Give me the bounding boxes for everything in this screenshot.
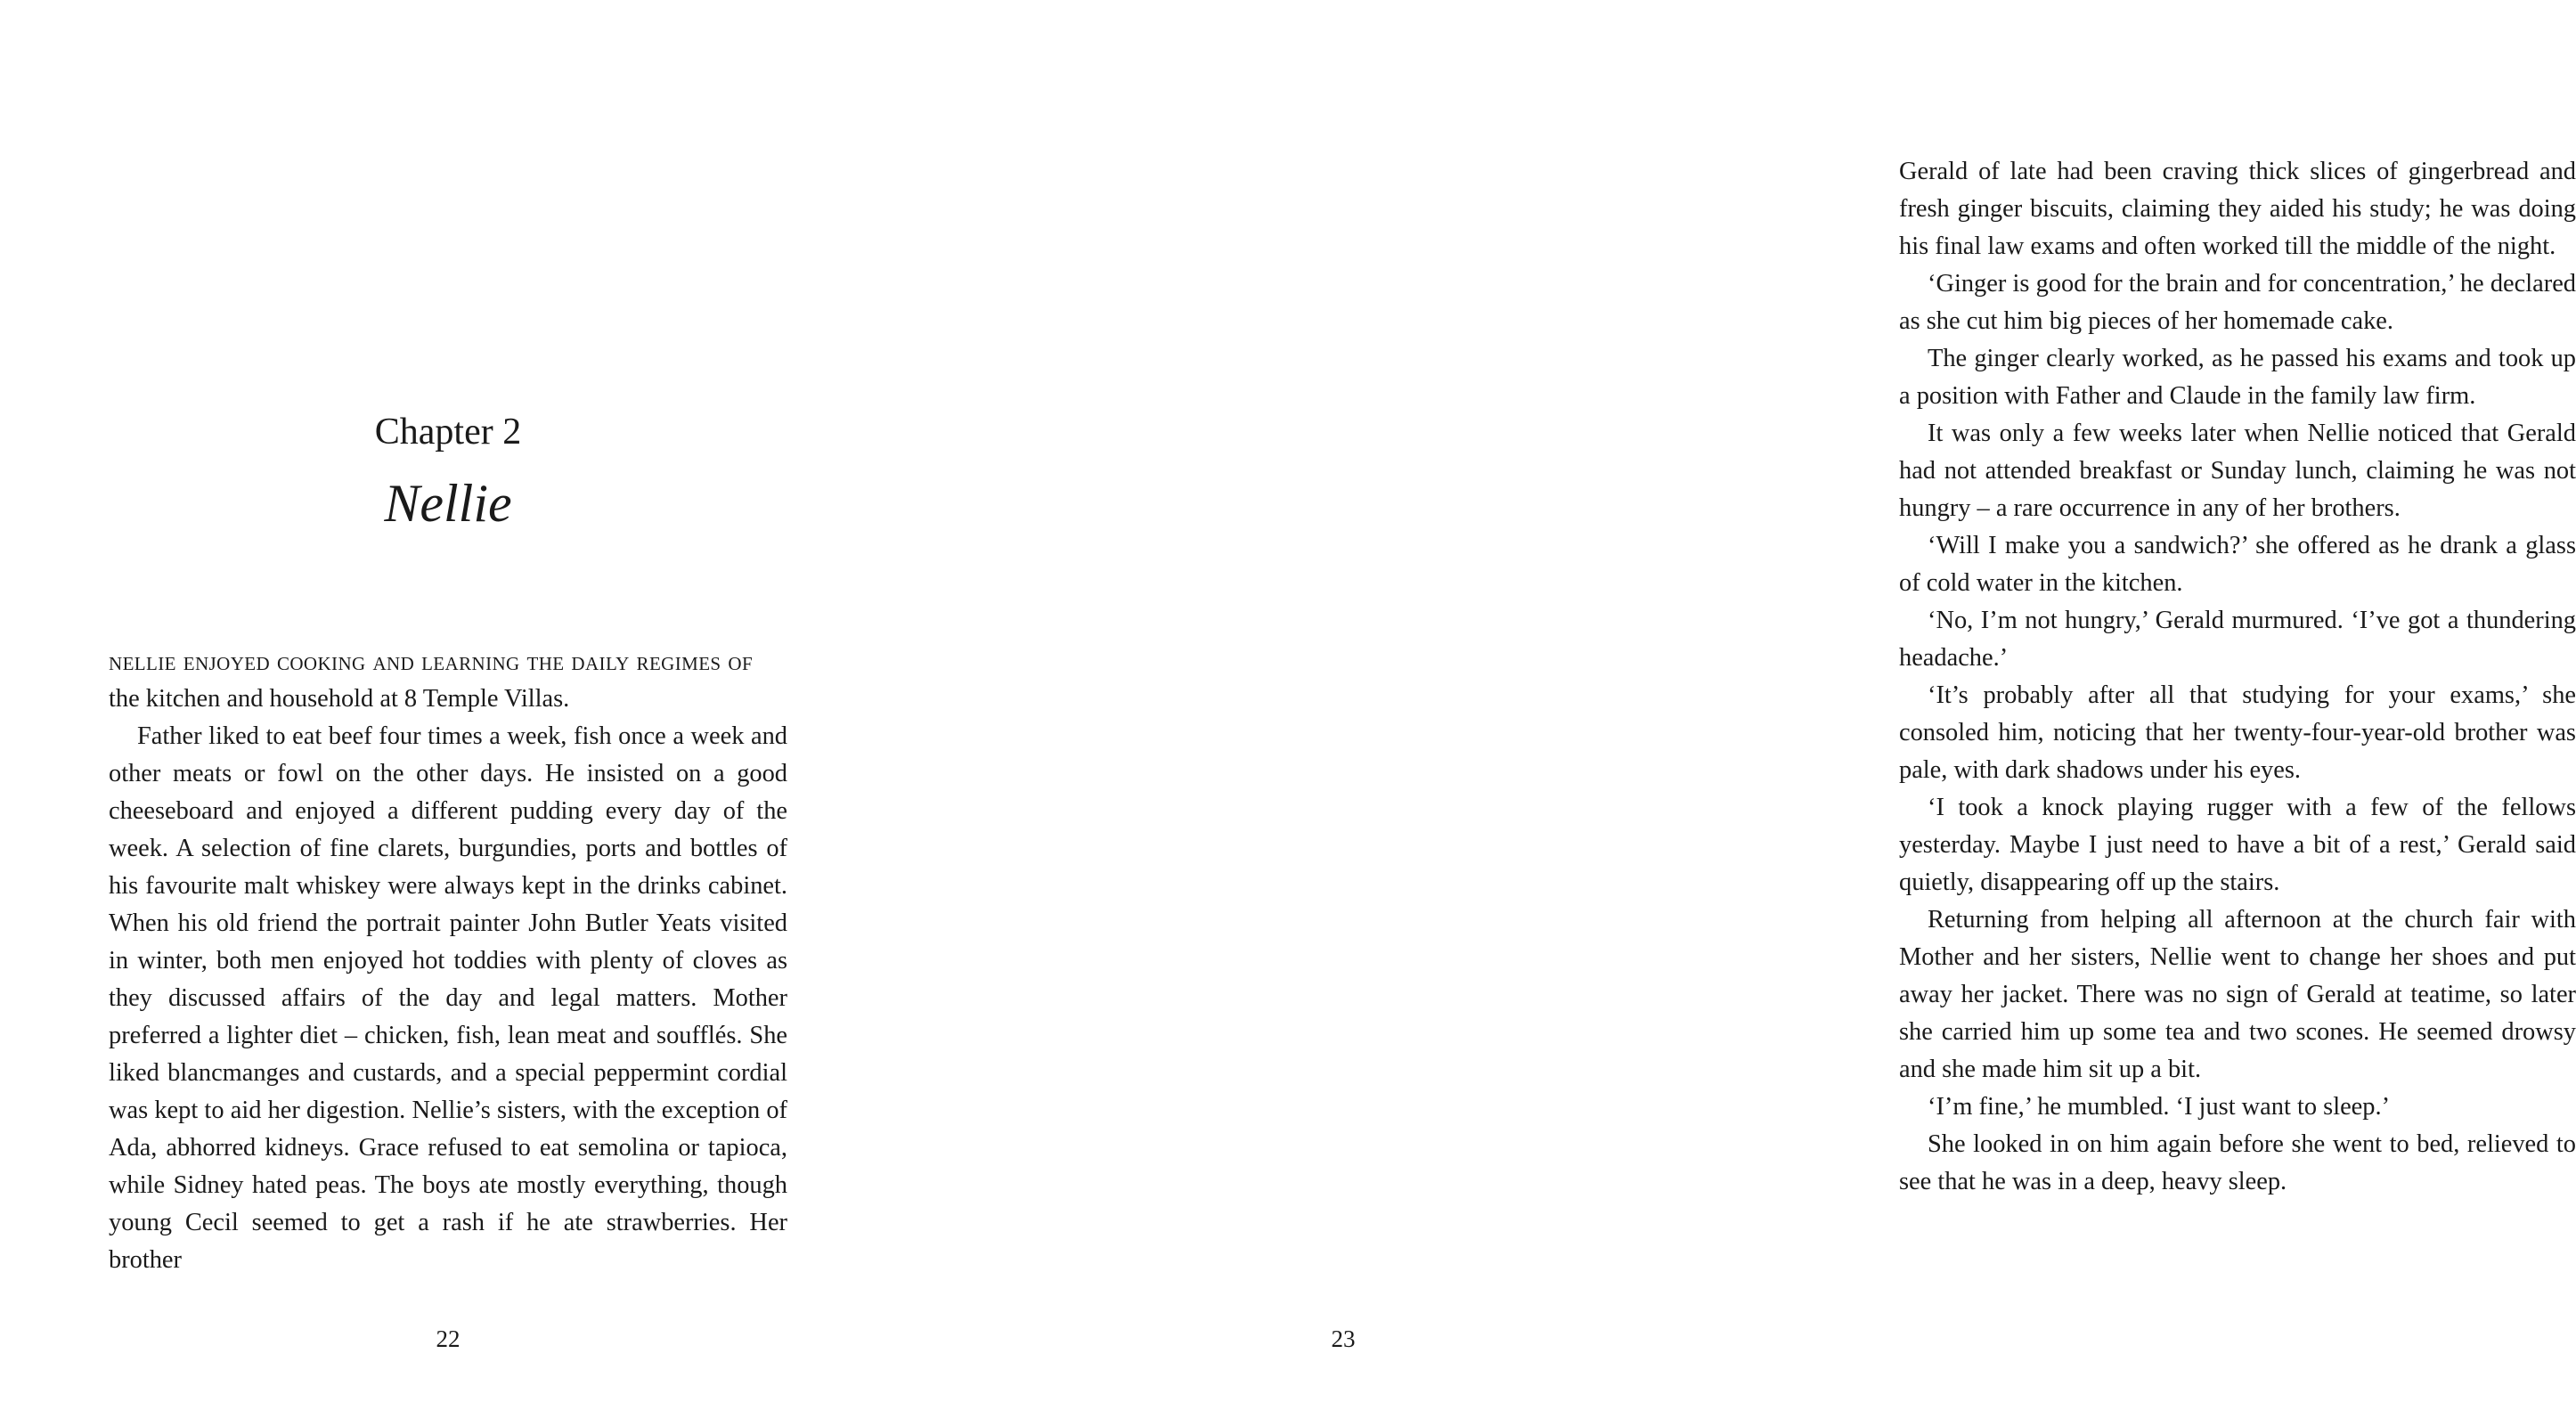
chapter-title: Nellie xyxy=(384,474,512,533)
right-page xyxy=(891,0,2576,1427)
right-body-text xyxy=(1899,153,2576,1201)
paragraph: Gerald of late had been craving thick slices of gingerbread and fresh ginger biscuits, claiming they aided his study; he was doing his final law exams and often worked till the middle of the night. xyxy=(1899,158,2576,260)
paragraph: ‘I took a knock playing rugger with a few of the fellows yesterday. Maybe I just need to have a bit of a rest,’ Gerald said quietly, disappearing off up the stairs. xyxy=(1899,794,2576,896)
left-page xyxy=(0,0,891,1427)
paragraph: ‘Will I make you a sandwich?’ she offered as he drank a glass of cold water in the kitchen. xyxy=(1899,532,2576,597)
paragraph: the kitchen and household at 8 Temple Villas. xyxy=(109,685,570,713)
paragraph: ‘No, I’m not hungry,’ Gerald murmured. ‘I’ve got a thundering headache.’ xyxy=(1899,607,2576,672)
paragraph: Returning from helping all afternoon at the church fair with Mother and her sisters, Nellie went to change her shoes and put away her jacket. There was no sign of Gerald at teatime, so later she carried him up some tea and two scones. He seemed drowsy and she made him sit up a bit. xyxy=(1899,906,2576,1083)
paragraph: She looked in on him again before she went to bed, relieved to see that he was in a deep, heavy sleep. xyxy=(1899,1130,2576,1195)
paragraph: It was only a few weeks later when Nellie noticed that Gerald had not attended breakfast or Sunday lunch, claiming he was not hungry – a rare occurrence in any of her brothers. xyxy=(1899,420,2576,522)
page-number: 22 xyxy=(436,1325,461,1352)
paragraph: Father liked to eat beef four times a week, fish once a week and other meats or fowl on the other days. He insisted on a good cheeseboard and enjoyed a different pudding every day of the week. A selection of fine clarets, burgundies, ports and bottles of his favourite malt whiskey were always kept in the drinks cabinet. When his old friend the portrait painter John Butler Yeats visited in winter, both men enjoyed hot toddies with plenty of cloves as they discussed affairs of the day and legal matters. Mother preferred a lighter diet – chicken, fish, lean meat and soufflés. She liked blancmanges and custards, and a special peppermint cordial was kept to aid her digestion. Nellie’s sisters, with the exception of Ada, abhorred kidneys. Grace refused to eat semolina or tapioca, while Sidney hated peas. The boys ate mostly everything, though young Cecil seemed to get a rash if he ate strawberries. Her brother xyxy=(109,722,787,1274)
paragraph: ‘I’m fine,’ he mumbled. ‘I just want to sleep.’ xyxy=(1928,1093,2391,1121)
paragraph: The ginger clearly worked, as he passed his exams and took up a position with Father and Claude in the family law firm. xyxy=(1899,345,2576,410)
opening-small-caps: nellie enjoyed cooking and learning the daily regimes of xyxy=(109,647,754,676)
paragraph: ‘Ginger is good for the brain and for concentration,’ he declared as she cut him big pieces of her homemade cake. xyxy=(1899,270,2576,335)
paragraph: ‘It’s probably after all that studying for your exams,’ she consoled him, noticing that her twenty-four-year-old brother was pale, with dark shadows under his eyes. xyxy=(1899,681,2576,784)
left-body-text xyxy=(109,643,787,1279)
page-number: 23 xyxy=(1331,1325,1356,1352)
chapter-number: Chapter 2 xyxy=(374,412,522,453)
